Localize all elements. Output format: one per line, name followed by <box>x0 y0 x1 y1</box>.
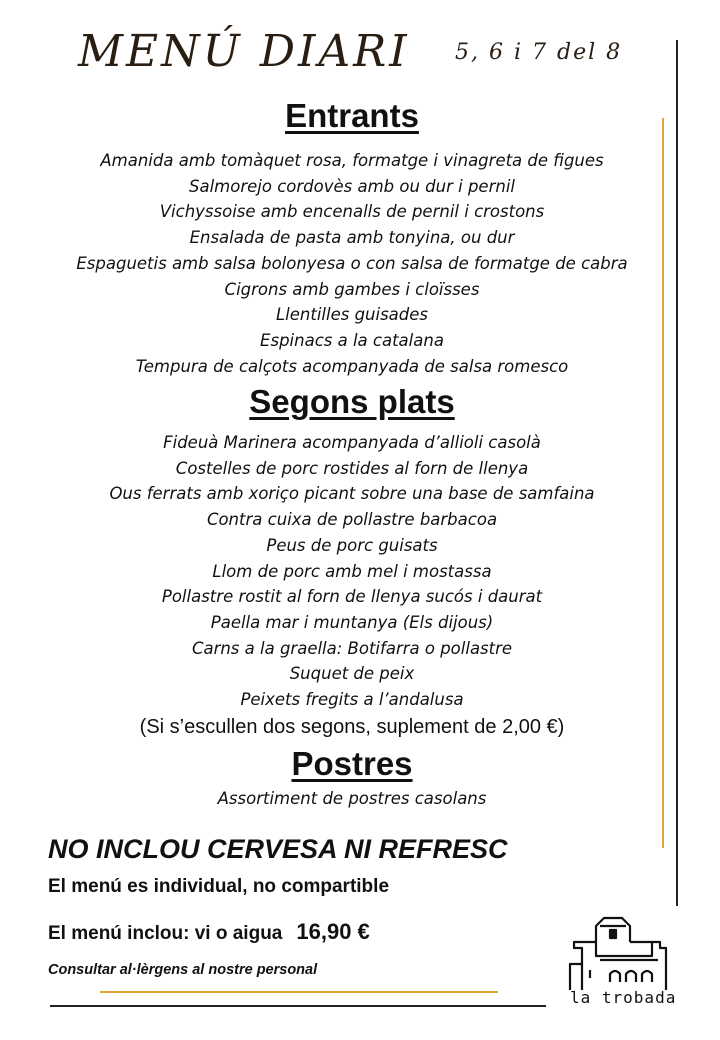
mains-section <box>0 380 704 741</box>
dessert-item: Assortiment de postres casolans <box>217 789 487 808</box>
main-item: Peixets fregits a l’andalusa <box>240 690 464 710</box>
bottom-divider-line <box>50 1005 546 1007</box>
includes-label: El menú inclou: vi o aigua <box>48 923 283 944</box>
mains-list <box>0 430 704 713</box>
drinks-notice: NO INCLOU CERVESA NI REFRESC <box>48 834 508 864</box>
main-item: Peus de porc guisats <box>266 535 438 555</box>
individual-notice: El menú es individual, no compartible <box>48 876 390 897</box>
starter-item: Ensalada de pasta amb tonyina, ou dur <box>189 228 515 248</box>
main-item: Suquet de peix <box>289 664 415 684</box>
starters-section <box>0 94 704 379</box>
starters-list <box>0 148 704 379</box>
logo-text: la trobada <box>570 988 677 1007</box>
starter-item: Espinacs a la catalana <box>260 330 444 350</box>
starter-item: Espaguetis amb salsa bolonyesa o con salsa de formatge de cabra <box>76 253 628 273</box>
desserts-heading: Postres <box>291 745 413 782</box>
main-item: Ous ferrats amb xoriço picant sobre una base de samfaina <box>109 484 595 504</box>
main-item: Paella mar i muntanya (Els dijous) <box>210 612 494 632</box>
main-item: Costelles de porc rostides al forn de llenya <box>175 458 529 478</box>
main-item: Carns a la graella: Botifarra o pollastre <box>191 638 513 658</box>
menu-title: MENÚ DIARI <box>78 26 410 77</box>
starter-item: Cigrons amb gambes i cloïsses <box>224 279 480 299</box>
includes-line <box>48 919 370 945</box>
desserts-section <box>0 742 704 812</box>
starters-heading: Entrants <box>285 97 419 134</box>
main-item: Llom de porc amb mel i mostassa <box>212 561 492 581</box>
menu-price: 16,90 € <box>296 919 370 944</box>
starter-item: Tempura de calçots acompanyada de salsa romesco <box>135 356 569 376</box>
starter-item: Salmorejo cordovès amb ou dur i pernil <box>189 176 515 196</box>
main-item: Fideuà Marinera acompanyada d’allioli casolà <box>163 433 541 452</box>
bottom-accent-line <box>100 991 498 993</box>
mains-heading: Segons plats <box>249 383 455 420</box>
allergens-notice: Consultar al·lèrgens al nostre personal <box>48 962 318 978</box>
starter-item: Llentilles guisades <box>275 305 429 325</box>
menu-date: 5, 6 i 7 del 8 <box>455 40 623 65</box>
main-item: Pollastre rostit al forn de llenya sucós i daurat <box>161 587 543 607</box>
main-item: Contra cuixa de pollastre barbacoa <box>206 510 498 530</box>
supplement-note: (Si s’escullen dos segons, suplement de 2,00 €) <box>139 715 565 738</box>
starter-item: Amanida amb tomàquet rosa, formatge i vinagreta de figues <box>100 151 604 170</box>
desserts-list <box>0 786 704 812</box>
starter-item: Vichyssoise amb encenalls de pernil i crostons <box>159 202 545 222</box>
